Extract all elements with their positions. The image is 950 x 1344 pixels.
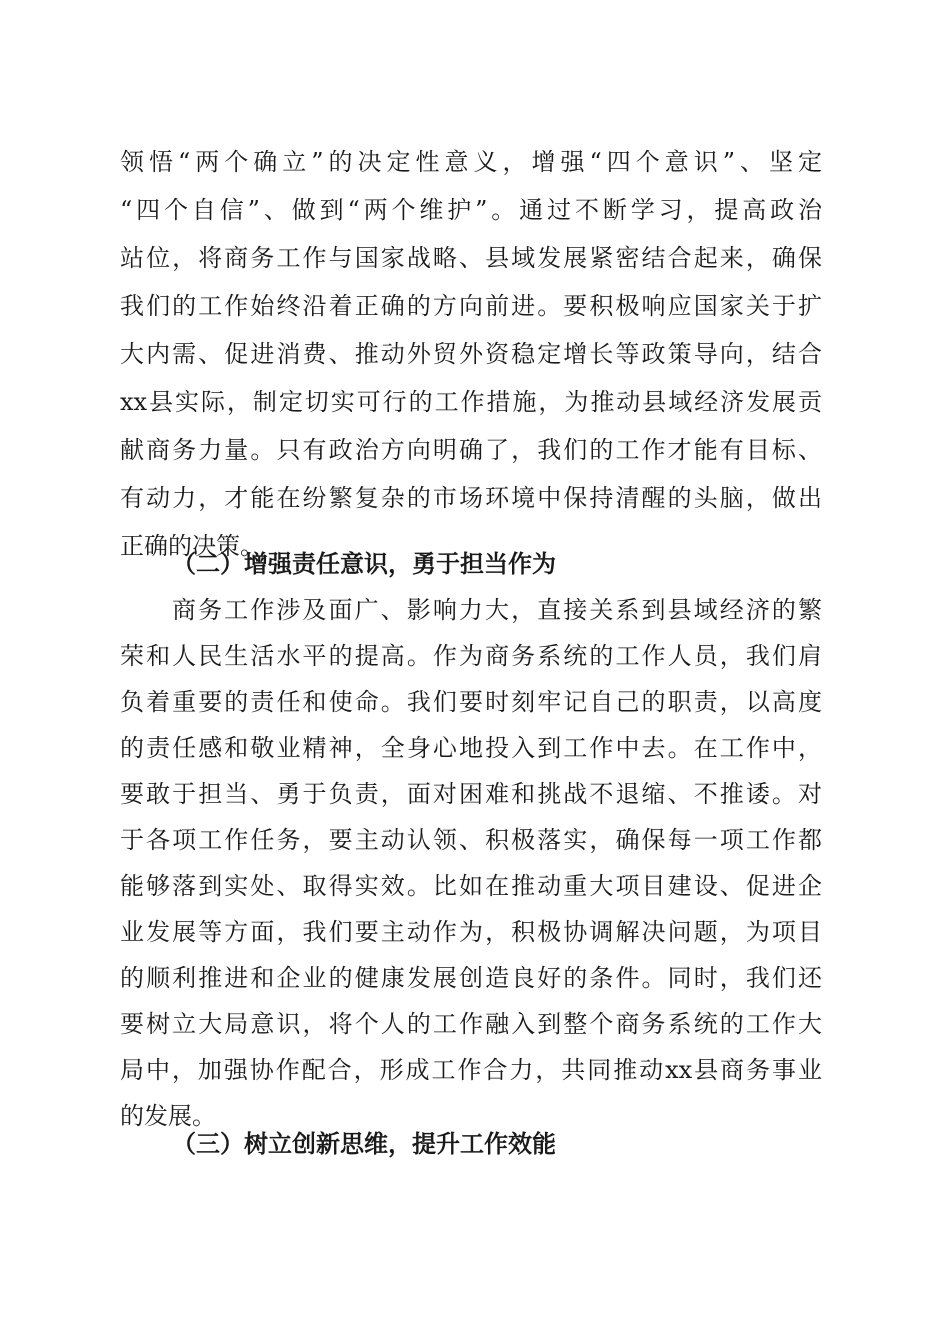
paragraph-2-line-8: 业发展等方面，我们要主动作为，积极协调解决问题，为项目 bbox=[120, 918, 822, 946]
paragraph-2-line-4: 的责任感和敬业精神，全身心地投入到工作中去。在工作中， bbox=[120, 734, 822, 762]
paragraph-2-line-12: 的发展。 bbox=[120, 1102, 216, 1130]
paragraph-2-line-7: 能够落到实处、取得实效。比如在推动重大项目建设、促进企 bbox=[120, 872, 822, 900]
paragraph-2-line-9: 的顺利推进和企业的健康发展创造良好的条件。同时，我们还 bbox=[120, 964, 822, 992]
paragraph-2-line-1: 商务工作涉及面广、影响力大，直接关系到县域经济的繁 bbox=[172, 596, 822, 624]
paragraph-2-line-11: 局中，加强协作配合，形成工作合力，共同推动xx县商务事业 bbox=[120, 1056, 822, 1084]
paragraph-1-line-4: 我们的工作始终沿着正确的方向前进。要积极响应国家关于扩 bbox=[120, 292, 822, 320]
paragraph-2-line-5: 要敢于担当、勇于负责，面对困难和挑战不退缩、不推诿。对 bbox=[120, 780, 822, 808]
paragraph-1-line-2: “四个自信”、做到“两个维护”。通过不断学习，提高政治 bbox=[120, 196, 822, 224]
paragraph-2-line-6: 于各项工作任务，要主动认领、积极落实，确保每一项工作都 bbox=[120, 826, 822, 854]
paragraph-1-line-8: 有动力，才能在纷繁复杂的市场环境中保持清醒的头脑，做出 bbox=[120, 484, 822, 512]
paragraph-2-line-3: 负着重要的责任和使命。我们要时刻牢记自己的职责，以高度 bbox=[120, 688, 822, 716]
paragraph-2-line-10: 要树立大局意识，将个人的工作融入到整个商务系统的工作大 bbox=[120, 1010, 822, 1038]
paragraph-1-line-5: 大内需、促进消费、推动外贸外资稳定增长等政策导向，结合 bbox=[120, 340, 822, 368]
paragraph-1-line-6: xx县实际，制定切实可行的工作措施，为推动县域经济发展贡 bbox=[120, 388, 822, 416]
paragraph-1-line-9: 正确的决策。 bbox=[120, 532, 264, 560]
paragraph-2-line-2: 荣和人民生活水平的提高。作为商务系统的工作人员，我们肩 bbox=[120, 642, 822, 670]
paragraph-1-line-3: 站位，将商务工作与国家战略、县域发展紧密结合起来，确保 bbox=[120, 244, 822, 272]
section-heading-3: （三）树立创新思维，提升工作效能 bbox=[172, 1129, 556, 1158]
paragraph-1-line-7: 献商务力量。只有政治方向明确了，我们的工作才能有目标、 bbox=[120, 436, 822, 464]
section-heading-2: （二）增强责任意识，勇于担当作为 bbox=[172, 549, 556, 578]
paragraph-1-line-1: 领悟“两个确立”的决定性意义，增强“四个意识”、坚定 bbox=[120, 148, 822, 176]
